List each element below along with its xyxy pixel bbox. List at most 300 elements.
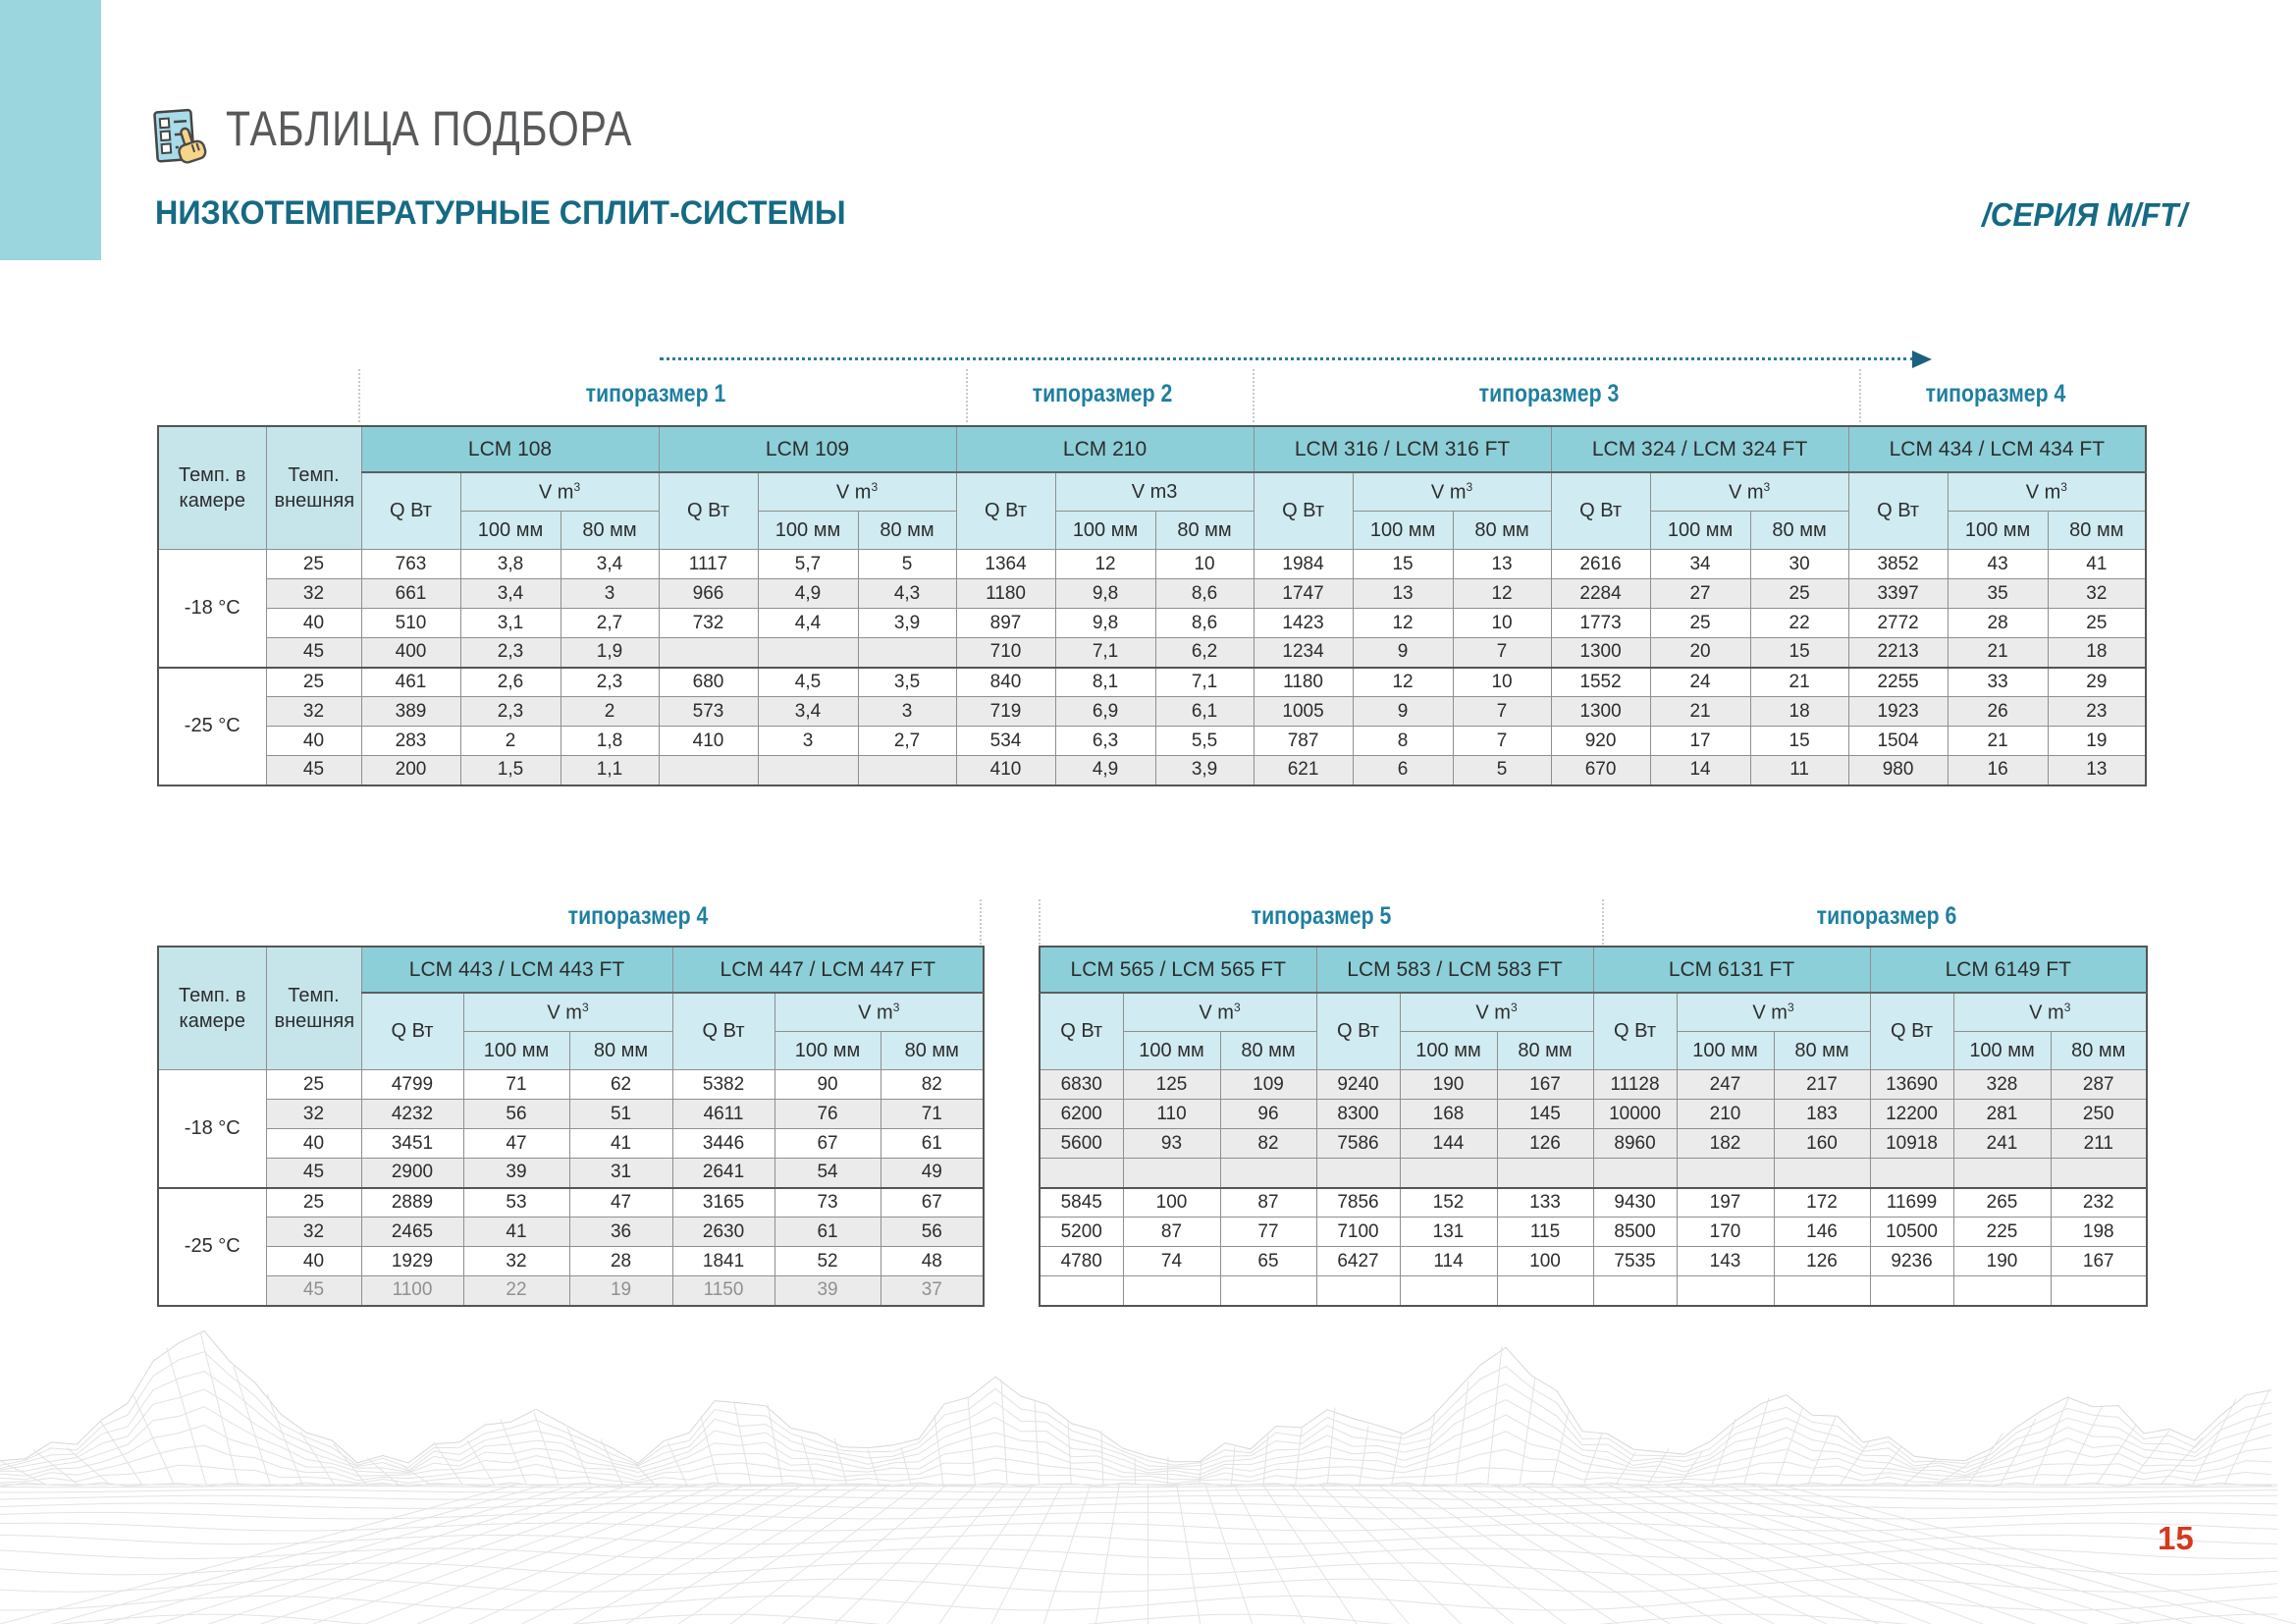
value-cell: 54 — [774, 1159, 881, 1188]
accent-bar — [0, 0, 101, 260]
value-cell: 732 — [659, 609, 758, 638]
value-cell: 126 — [1774, 1247, 1870, 1276]
value-cell — [1593, 1159, 1677, 1188]
cell-temp-outdoor: 25 — [266, 550, 361, 579]
column-header-100mm: 100 мм — [1353, 512, 1453, 550]
value-cell: 2,6 — [460, 668, 561, 697]
value-cell — [1497, 1159, 1593, 1188]
page-subtitle: НИЗКОТЕМПЕРАТУРНЫЕ СПЛИТ-СИСТЕМЫ — [155, 194, 846, 232]
size-range-arrow-line — [660, 357, 1914, 360]
value-cell: 1,8 — [561, 727, 659, 756]
value-cell: 15 — [1353, 550, 1453, 579]
value-cell: 1300 — [1551, 638, 1650, 668]
value-cell: 5600 — [1040, 1129, 1123, 1159]
value-cell: 4,5 — [758, 668, 858, 697]
value-cell: 661 — [361, 579, 460, 609]
value-cell: 1,5 — [460, 756, 561, 785]
value-cell: 5,7 — [758, 550, 858, 579]
value-cell: 12 — [1453, 579, 1551, 609]
value-cell: 389 — [361, 697, 460, 727]
column-header-q-watt: Q Вт — [1870, 993, 1953, 1070]
column-header-model: LCM 6149 FT — [1870, 947, 2147, 993]
value-cell: 190 — [1953, 1247, 2051, 1276]
value-cell: 32 — [463, 1247, 569, 1276]
cell-temp-chamber: -18 °C — [158, 550, 266, 668]
value-cell: 9240 — [1316, 1070, 1400, 1100]
column-header-100mm: 100 мм — [774, 1032, 881, 1070]
data-row — [158, 727, 2146, 756]
column-header-q-watt: Q Вт — [672, 993, 774, 1070]
value-cell: 19 — [2048, 727, 2146, 756]
value-cell: 61 — [774, 1218, 881, 1247]
value-cell: 9430 — [1593, 1188, 1677, 1218]
value-cell: 9,8 — [1055, 579, 1155, 609]
value-cell — [1953, 1159, 2051, 1188]
value-cell: 56 — [881, 1218, 984, 1247]
volume-superscript: 3 — [892, 1000, 900, 1014]
value-cell: 897 — [956, 609, 1055, 638]
column-header-q-watt: Q Вт — [1848, 472, 1948, 550]
value-cell: 4,9 — [1055, 756, 1155, 785]
value-cell: 4780 — [1040, 1247, 1123, 1276]
volume-superscript: 3 — [871, 479, 879, 494]
value-cell: 39 — [774, 1276, 881, 1306]
data-row — [158, 550, 2146, 579]
value-cell: 114 — [1400, 1247, 1497, 1276]
page-title: ТАБЛИЦА ПОДБОРА — [226, 101, 633, 156]
column-header-100mm: 100 мм — [463, 1032, 569, 1070]
value-cell: 1234 — [1254, 638, 1353, 668]
value-cell: 8960 — [1593, 1129, 1677, 1159]
value-cell: 400 — [361, 638, 460, 668]
size-band-label: типоразмер 6 — [1816, 902, 1957, 930]
value-cell: 190 — [1400, 1070, 1497, 1100]
value-cell: 131 — [1400, 1218, 1497, 1247]
value-cell: 4,4 — [758, 609, 858, 638]
value-cell: 21 — [1948, 727, 2048, 756]
volume-superscript: 3 — [1233, 1000, 1241, 1014]
value-cell: 2772 — [1848, 609, 1948, 638]
value-cell: 5,5 — [1155, 727, 1254, 756]
value-cell: 8,1 — [1055, 668, 1155, 697]
value-cell: 25 — [2048, 609, 2146, 638]
value-cell: 719 — [956, 697, 1055, 727]
value-cell — [1316, 1159, 1400, 1188]
value-cell: 621 — [1254, 756, 1353, 785]
column-header-100mm: 100 мм — [758, 512, 858, 550]
value-cell: 183 — [1774, 1100, 1870, 1129]
value-cell: 35 — [1948, 579, 2048, 609]
cell-temp-outdoor: 32 — [266, 697, 361, 727]
value-cell: 23 — [2048, 697, 2146, 727]
value-cell: 6,9 — [1055, 697, 1155, 727]
value-cell: 100 — [1123, 1188, 1220, 1218]
value-cell: 6,3 — [1055, 727, 1155, 756]
value-cell: 19 — [569, 1276, 672, 1306]
cell-temp-outdoor: 45 — [266, 1276, 361, 1306]
value-cell: 966 — [659, 579, 758, 609]
column-header-temp-chamber: Темп. в камере — [158, 947, 266, 1070]
value-cell — [1220, 1276, 1316, 1306]
selection-table-bottom_right — [1039, 946, 2148, 1307]
column-header-q-watt: Q Вт — [1551, 472, 1650, 550]
value-cell: 17 — [1650, 727, 1750, 756]
value-cell: 5845 — [1040, 1188, 1123, 1218]
value-cell: 3,5 — [858, 668, 956, 697]
value-cell: 53 — [463, 1188, 569, 1218]
column-header-volume: V $m^3$ — [1948, 472, 2146, 512]
value-cell: 328 — [1953, 1070, 2051, 1100]
value-cell: 1300 — [1551, 697, 1650, 727]
column-header-80mm: 80 мм — [2048, 512, 2146, 550]
value-cell: 9236 — [1870, 1247, 1953, 1276]
column-header-model: LCM 434 / LCM 434 FT — [1848, 426, 2146, 472]
value-cell: 87 — [1220, 1188, 1316, 1218]
value-cell: 31 — [569, 1159, 672, 1188]
table-body — [1040, 1070, 2147, 1306]
value-cell: 144 — [1400, 1129, 1497, 1159]
value-cell: 10000 — [1593, 1100, 1677, 1129]
column-header-80mm: 80 мм — [1453, 512, 1551, 550]
value-cell — [758, 756, 858, 785]
data-row — [158, 1218, 984, 1247]
size-band-separator — [1039, 899, 1041, 945]
column-header-100mm: 100 мм — [1400, 1032, 1497, 1070]
value-cell: 133 — [1497, 1188, 1593, 1218]
size-band-label: типоразмер 2 — [1032, 380, 1173, 407]
value-cell: 2 — [561, 697, 659, 727]
value-cell: 7 — [1453, 638, 1551, 668]
value-cell: 2641 — [672, 1159, 774, 1188]
value-cell: 167 — [1497, 1070, 1593, 1100]
value-cell — [659, 756, 758, 785]
value-cell: 7,1 — [1055, 638, 1155, 668]
value-cell: 2255 — [1848, 668, 1948, 697]
value-cell: 15 — [1750, 727, 1848, 756]
volume-superscript: 3 — [1510, 1000, 1518, 1014]
column-header-100mm: 100 мм — [1953, 1032, 2051, 1070]
value-cell: 1773 — [1551, 609, 1650, 638]
value-cell: 48 — [881, 1247, 984, 1276]
value-cell: 160 — [1774, 1129, 1870, 1159]
value-cell: 21 — [1750, 668, 1848, 697]
value-cell — [1677, 1276, 1774, 1306]
size-band-label: типоразмер 3 — [1478, 380, 1620, 407]
column-header-model: LCM 109 — [659, 426, 956, 472]
column-header-q-watt: Q Вт — [1593, 993, 1677, 1070]
value-cell: 7,1 — [1155, 668, 1254, 697]
value-cell — [1677, 1159, 1774, 1188]
value-cell: 22 — [463, 1276, 569, 1306]
value-cell: 11699 — [1870, 1188, 1953, 1218]
value-cell: 210 — [1677, 1100, 1774, 1129]
cell-temp-outdoor: 25 — [266, 668, 361, 697]
cell-temp-outdoor: 40 — [266, 609, 361, 638]
value-cell: 4,9 — [758, 579, 858, 609]
value-cell: 287 — [2051, 1070, 2147, 1100]
value-cell: 3,4 — [561, 550, 659, 579]
value-cell: 34 — [1650, 550, 1750, 579]
data-row — [158, 638, 2146, 668]
value-cell — [858, 756, 956, 785]
value-cell — [1123, 1276, 1220, 1306]
column-header-q-watt: Q Вт — [361, 993, 463, 1070]
value-cell: 143 — [1677, 1247, 1774, 1276]
column-header-model: LCM 210 — [956, 426, 1254, 472]
column-header-volume: V $m^3$ — [1400, 993, 1593, 1032]
value-cell — [659, 638, 758, 668]
data-row — [158, 579, 2146, 609]
column-header-80mm: 80 мм — [561, 512, 659, 550]
value-cell: 8 — [1353, 727, 1453, 756]
volume-superscript: 3 — [1763, 479, 1771, 494]
size-band-label: типоразмер 4 — [567, 902, 709, 930]
value-cell: 13 — [1353, 579, 1453, 609]
size-band-label: типоразмер 5 — [1251, 902, 1392, 930]
column-header-volume: V $m^3$ — [1953, 993, 2147, 1032]
value-cell — [1497, 1276, 1593, 1306]
data-row — [158, 1247, 984, 1276]
size-range-arrow-head — [1912, 351, 1932, 368]
value-cell: 4611 — [672, 1100, 774, 1129]
value-cell: 2213 — [1848, 638, 1948, 668]
data-row — [1040, 1276, 2147, 1306]
q-v-header-row — [158, 472, 2146, 512]
column-header-q-watt: Q Вт — [659, 472, 758, 550]
value-cell: 33 — [1948, 668, 2048, 697]
value-cell: 82 — [1220, 1129, 1316, 1159]
value-cell: 25 — [1650, 609, 1750, 638]
table-body — [158, 1070, 984, 1306]
data-row — [1040, 1070, 2147, 1100]
value-cell: 115 — [1497, 1218, 1593, 1247]
value-cell: 24 — [1650, 668, 1750, 697]
volume-superscript: 3 — [2060, 479, 2067, 494]
value-cell: 198 — [2051, 1218, 2147, 1247]
value-cell: 51 — [569, 1100, 672, 1129]
value-cell — [1220, 1159, 1316, 1188]
value-cell: 41 — [463, 1218, 569, 1247]
data-row — [158, 1188, 984, 1218]
value-cell: 16 — [1948, 756, 2048, 785]
data-row — [158, 1129, 984, 1159]
value-cell: 1117 — [659, 550, 758, 579]
value-cell: 1150 — [672, 1276, 774, 1306]
value-cell: 6427 — [1316, 1247, 1400, 1276]
data-row — [158, 1276, 984, 1306]
q-v-header-row — [1040, 993, 2147, 1032]
data-row — [1040, 1247, 2147, 1276]
table-header — [1040, 947, 2147, 1070]
value-cell — [1870, 1159, 1953, 1188]
value-cell: 1180 — [956, 579, 1055, 609]
value-cell: 1005 — [1254, 697, 1353, 727]
value-cell: 8,6 — [1155, 579, 1254, 609]
volume-superscript: 3 — [1787, 1000, 1794, 1014]
value-cell: 1923 — [1848, 697, 1948, 727]
value-cell: 2,3 — [460, 638, 561, 668]
value-cell: 241 — [1953, 1129, 2051, 1159]
value-cell: 1841 — [672, 1247, 774, 1276]
value-cell: 167 — [2051, 1247, 2147, 1276]
value-cell: 32 — [2048, 579, 2146, 609]
value-cell: 12 — [1353, 609, 1453, 638]
value-cell: 281 — [1953, 1100, 2051, 1129]
column-header-temp-chamber: Темп. в камере — [158, 426, 266, 550]
table-body — [158, 550, 2146, 785]
column-header-volume: V $m^3$ — [774, 993, 984, 1032]
value-cell: 3397 — [1848, 579, 1948, 609]
value-cell: 3,9 — [858, 609, 956, 638]
value-cell: 265 — [1953, 1188, 2051, 1218]
value-cell: 10 — [1155, 550, 1254, 579]
value-cell: 11128 — [1593, 1070, 1677, 1100]
value-cell: 82 — [881, 1070, 984, 1100]
table-header — [158, 947, 984, 1070]
column-header-q-watt: Q Вт — [956, 472, 1055, 550]
column-header-model: LCM 324 / LCM 324 FT — [1551, 426, 1848, 472]
value-cell: 61 — [881, 1129, 984, 1159]
value-cell: 8,6 — [1155, 609, 1254, 638]
size-band-separator — [1602, 899, 1604, 945]
cell-temp-outdoor: 32 — [266, 579, 361, 609]
value-cell: 39 — [463, 1159, 569, 1188]
value-cell: 15 — [1750, 638, 1848, 668]
selection-table-top — [157, 425, 2147, 786]
value-cell: 12200 — [1870, 1100, 1953, 1129]
value-cell: 3,4 — [758, 697, 858, 727]
value-cell: 7586 — [1316, 1129, 1400, 1159]
value-cell: 28 — [1948, 609, 2048, 638]
value-cell: 7 — [1453, 697, 1551, 727]
volume-superscript: 3 — [2063, 1000, 2071, 1014]
column-header-q-watt: Q Вт — [361, 472, 460, 550]
data-row — [158, 668, 2146, 697]
value-cell: 461 — [361, 668, 460, 697]
value-cell — [1774, 1159, 1870, 1188]
value-cell — [2051, 1159, 2147, 1188]
column-header-model: LCM 583 / LCM 583 FT — [1316, 947, 1593, 993]
value-cell: 232 — [2051, 1188, 2147, 1218]
value-cell — [1123, 1159, 1220, 1188]
value-cell: 250 — [2051, 1100, 2147, 1129]
column-header-model: LCM 443 / LCM 443 FT — [361, 947, 672, 993]
value-cell — [758, 638, 858, 668]
column-header-model: LCM 108 — [361, 426, 659, 472]
value-cell: 920 — [1551, 727, 1650, 756]
value-cell: 41 — [2048, 550, 2146, 579]
data-row — [158, 697, 2146, 727]
size-band-label: типоразмер 1 — [585, 380, 726, 407]
value-cell: 3 — [561, 579, 659, 609]
value-cell: 52 — [774, 1247, 881, 1276]
value-cell: 2,7 — [858, 727, 956, 756]
value-cell: 3852 — [1848, 550, 1948, 579]
value-cell: 18 — [1750, 697, 1848, 727]
data-row — [158, 1100, 984, 1129]
value-cell: 5 — [1453, 756, 1551, 785]
column-header-80mm: 80 мм — [1750, 512, 1848, 550]
value-cell: 12 — [1353, 668, 1453, 697]
value-cell — [1870, 1276, 1953, 1306]
value-cell: 21 — [1948, 638, 2048, 668]
value-cell: 3,4 — [460, 579, 561, 609]
value-cell — [1400, 1159, 1497, 1188]
value-cell: 47 — [569, 1188, 672, 1218]
value-cell: 840 — [956, 668, 1055, 697]
column-header-volume: V $m^3$ — [1650, 472, 1848, 512]
size-band-label: типоразмер 4 — [1925, 380, 2066, 407]
column-header-80mm: 80 мм — [858, 512, 956, 550]
value-cell: 1,1 — [561, 756, 659, 785]
model-name-row — [1040, 947, 2147, 993]
column-header-80mm: 80 мм — [1220, 1032, 1316, 1070]
value-cell: 26 — [1948, 697, 2048, 727]
value-cell: 2900 — [361, 1159, 463, 1188]
value-cell: 8300 — [1316, 1100, 1400, 1129]
value-cell: 1423 — [1254, 609, 1353, 638]
value-cell: 710 — [956, 638, 1055, 668]
value-cell: 10918 — [1870, 1129, 1953, 1159]
value-cell: 13 — [2048, 756, 2146, 785]
data-row — [158, 609, 2146, 638]
value-cell — [1593, 1276, 1677, 1306]
value-cell: 170 — [1677, 1218, 1774, 1247]
value-cell: 410 — [956, 756, 1055, 785]
column-header-100mm: 100 мм — [460, 512, 561, 550]
value-cell: 9,8 — [1055, 609, 1155, 638]
column-header-100mm: 100 мм — [1677, 1032, 1774, 1070]
column-header-volume: V $m^3$ — [758, 472, 956, 512]
column-header-temp-outdoor: Темп. внешняя — [266, 947, 361, 1070]
value-cell: 67 — [881, 1188, 984, 1218]
value-cell: 76 — [774, 1100, 881, 1129]
selection-table-bottom_left — [157, 946, 985, 1307]
cell-temp-outdoor: 25 — [266, 1070, 361, 1100]
value-cell: 670 — [1551, 756, 1650, 785]
selection-table-icon — [147, 106, 208, 171]
cell-temp-chamber: -25 °C — [158, 668, 266, 785]
data-row — [1040, 1159, 2147, 1188]
cell-temp-outdoor: 40 — [266, 727, 361, 756]
value-cell: 90 — [774, 1070, 881, 1100]
value-cell: 47 — [463, 1129, 569, 1159]
value-cell: 1929 — [361, 1247, 463, 1276]
value-cell: 2 — [460, 727, 561, 756]
value-cell: 1504 — [1848, 727, 1948, 756]
column-header-volume: V $m^3$ — [460, 472, 659, 512]
value-cell: 21 — [1650, 697, 1750, 727]
value-cell: 6,1 — [1155, 697, 1254, 727]
data-row — [1040, 1129, 2147, 1159]
size-band-separator — [358, 369, 360, 422]
value-cell: 6830 — [1040, 1070, 1123, 1100]
value-cell: 4232 — [361, 1100, 463, 1129]
value-cell: 126 — [1497, 1129, 1593, 1159]
value-cell: 87 — [1123, 1218, 1220, 1247]
value-cell: 30 — [1750, 550, 1848, 579]
value-cell: 763 — [361, 550, 460, 579]
size-band-separator — [966, 369, 968, 422]
cell-temp-outdoor: 40 — [266, 1247, 361, 1276]
value-cell: 168 — [1400, 1100, 1497, 1129]
value-cell: 197 — [1677, 1188, 1774, 1218]
value-cell: 71 — [881, 1100, 984, 1129]
value-cell: 4,3 — [858, 579, 956, 609]
value-cell: 3 — [758, 727, 858, 756]
value-cell — [1316, 1276, 1400, 1306]
column-header-model: LCM 447 / LCM 447 FT — [672, 947, 984, 993]
